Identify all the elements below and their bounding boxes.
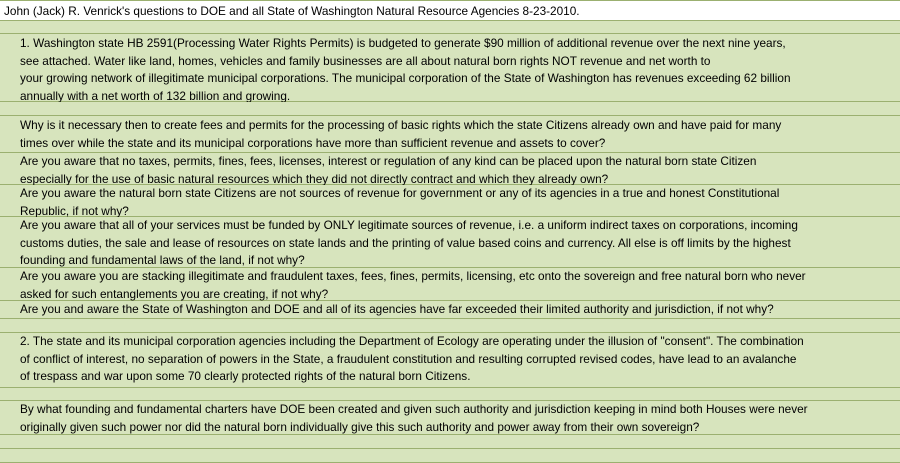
title-row[interactable] [0,1,900,21]
question-row[interactable] [0,301,900,319]
question-1: Why is it necessary then to create fees and permits for the processing of basic rights which the state Citizens already own and have paid for many times over while the state and its municipal corporations have more than sufficient revenue and assets to cover? [20,118,782,150]
blank-row[interactable] [0,435,900,449]
document-title: John (Jack) R. Venrick's questions to DOE and all State of Washington Natural Resource Agencies 8-23-2010. [4,4,580,18]
question-row[interactable] [0,185,900,217]
question-4: Are you aware that all of your services must be funded by ONLY legitimate sources of revenue, i.e. a uniform indirect taxes on corporations, incoming customs duties, the sale and lease of resources on state lands and the printing of value based coins and currency. All else is off limits by the highest founding and fundamental laws of the land, if not why? [20,218,798,267]
question-2: Are you aware that no taxes, permits, fines, fees, licenses, interest or regulation of any kind can be placed upon the natural born state Citizen especially for the use of basic natural resources which they did not directly contract and which they already own? [20,154,757,186]
question-6: Are you and aware the State of Washington and DOE and all of its agencies have far exceeded their limited authority and jurisdiction, if not why? [20,302,774,316]
blank-row[interactable] [0,319,900,333]
question-5: Are you aware you are stacking illegitimate and fraudulent taxes, fees, fines, permits, licensing, etc onto the sovereign and free natural born who never asked for such entanglements you are creating, if not why? [20,269,806,301]
blank-row[interactable] [0,102,900,116]
blank-row[interactable] [0,449,900,463]
question-row[interactable] [0,217,900,268]
question-row[interactable] [0,401,900,435]
blank-row[interactable] [0,21,900,34]
blank-row[interactable] [0,388,900,401]
paragraph-row[interactable] [0,333,900,388]
question-3: Are you aware the natural born state Citizens are not sources of revenue for government or any of its agencies in a true and honest Constitutional Republic, if not why? [20,186,780,218]
paragraph-2: 2. The state and its municipal corporation agencies including the Department of Ecology are operating under the illusion of "consent". The combination of conflict of interest, no separation of powers in the State, a fraudulent constitution and resulting corrupted revised codes, have lead to an avalanche of trespass and war upon some 70 clearly protected rights of the natural born Citizens. [20,334,804,383]
paragraph-row[interactable] [0,34,900,102]
paragraph-1: 1. Washington state HB 2591(Processing Water Rights Permits) is budgeted to generate $90 million of additional revenue over the next nine years, see attached. Water like land, homes, vehicles and family businesses are all about natural born rights NOT revenue and net worth to your growing network of illegitimate municipal corporations. The municipal corporation of the State of Washington has revenues exceeding 62 billion annually with a net worth of 132 billion and growing. [20,36,791,103]
question-row[interactable] [0,153,900,185]
question-row[interactable] [0,116,900,153]
question-7: By what founding and fundamental charters have DOE been created and given such authority and jurisdiction keeping in mind both Houses were never originally given such power nor did the natural born individually give this such authority and power away from their own sovereign? [20,402,808,434]
question-row[interactable] [0,268,900,301]
